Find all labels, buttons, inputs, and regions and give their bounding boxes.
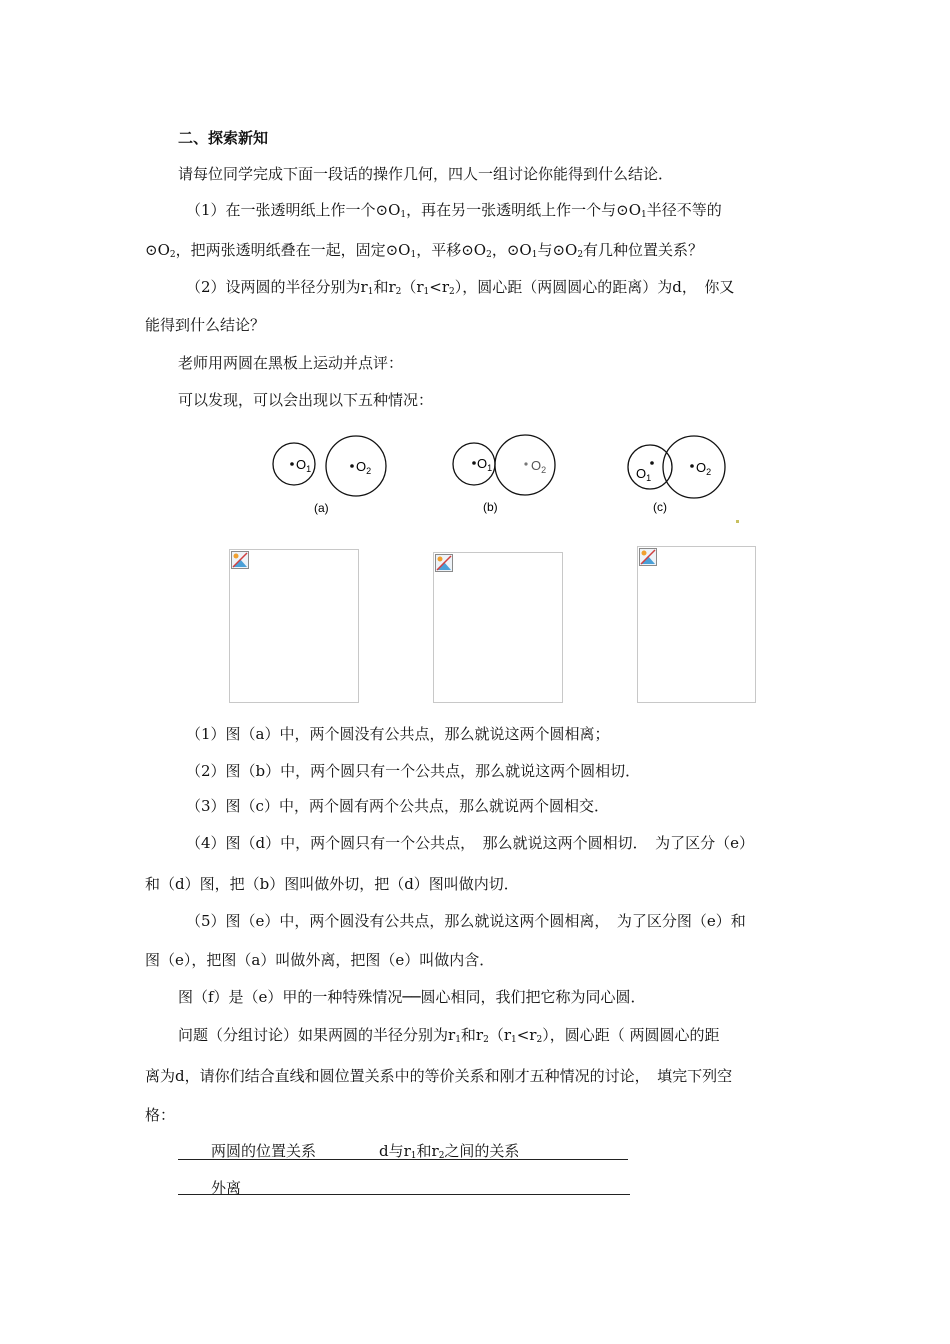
- conclusion-2: （2）图（b）中，两个圆只有一个公共点，那么就说这两个圆相切．: [186, 762, 641, 780]
- figure-b-caption: (b): [483, 500, 498, 514]
- figure-c-center2: [690, 464, 694, 468]
- figure-b-label2: $O_2$: [531, 458, 547, 475]
- figure-c-label2: $O_2$: [696, 460, 712, 477]
- figure-c-label1: $O_1$: [636, 466, 652, 483]
- conclusion-6: 图（f）是（e）甲的一种特殊情况──圆心相同，我们把它称为同心圆．: [178, 988, 646, 1006]
- figure-a-drawing: [268, 432, 393, 522]
- section-title: 二、探索新知: [178, 129, 269, 147]
- figure-c-drawing: [622, 430, 732, 522]
- conclusion-5-line2: 图（e），把图（a）叫做外离，把图（e）叫做内含．: [145, 951, 495, 969]
- paragraph-step1-line2: $⊙O_2$，把两张透明纸叠在一起，固定$⊙O_1$，平移$⊙O_2$，$⊙O_1$与$⊙O_2$有几种位置关系？: [145, 241, 704, 260]
- table-row-rule: [178, 1194, 630, 1195]
- broken-image-icon: [435, 554, 453, 572]
- figure-b: [445, 430, 575, 522]
- paragraph-instructions: 请每位同学完成下面一段话的操作几何，四人一组讨论你能得到什么结论．: [178, 165, 674, 183]
- question-line3: 格：: [145, 1106, 176, 1124]
- question-line1: 问题（分组讨论）如果两圆的半径分别为$r_1$和$r_2(r_1<r_2)$，圆心距（ 两圆圆心的距: [178, 1026, 720, 1045]
- paragraph-discovery: 可以发现，可以会出现以下五种情况：: [178, 391, 434, 409]
- conclusion-1: （1）图（a）中，两个圆没有公共点，那么就说这两个圆相离；: [186, 725, 610, 743]
- conclusion-4-line1: （4）图（d）中，两个圆只有一个公共点， 那么就说这两个圆相切． 为了区分（e）: [186, 834, 755, 852]
- figure-b-drawing: [445, 430, 575, 522]
- figure-a-caption: (a): [314, 501, 329, 515]
- figure-a-label2: $O_2$: [356, 459, 372, 476]
- conclusion-4-line2: 和（d）图，把（b）图叫做外切，把（d）图叫做内切．: [145, 875, 519, 893]
- image-placeholder-d: [229, 549, 359, 703]
- stray-mark: [736, 520, 739, 523]
- figure-b-center2: [524, 462, 527, 465]
- figure-c-caption: (c): [653, 500, 667, 514]
- conclusion-5-line1: （5）图（e）中，两个圆没有公共点，那么就说这两个圆相离， 为了区分图（e）和: [186, 912, 746, 930]
- paragraph-teacher: 老师用两圆在黑板上运动并点评：: [178, 354, 404, 372]
- table-header-distance-relation: d与$r_1$和$r_2$之间的关系: [379, 1142, 520, 1161]
- table-row-separated-label: 外离: [211, 1179, 242, 1197]
- table-header-position-relation: 两圆的位置关系: [211, 1142, 317, 1160]
- figure-c-center1: [650, 461, 654, 465]
- paragraph-step2-line2: 能得到什么结论？: [145, 316, 266, 334]
- paragraph-step2-line1: （2）设两圆的半径分别为$r_1$和$r_2(r_1<r_2)$，圆心距（两圆圆心的距离）为d， 你又: [186, 278, 735, 297]
- figure-c: [622, 430, 732, 522]
- figure-b-label1: $O_1$: [477, 456, 493, 473]
- broken-image-icon: [639, 548, 657, 566]
- figure-a: [268, 432, 393, 522]
- paragraph-step1-line1: （1）在一张透明纸上作一个$⊙O_1$，再在另一张透明纸上作一个与$⊙O_1$半径不等的: [186, 201, 722, 220]
- conclusion-3: （3）图（c）中，两个圆有两个公共点，那么就说两个圆相交．: [186, 797, 609, 815]
- table-header-rule: [178, 1159, 628, 1160]
- figure-a-center2: [350, 464, 354, 468]
- image-placeholder-e: [433, 552, 563, 703]
- figure-b-center1: [472, 461, 476, 465]
- broken-image-icon: [231, 551, 249, 569]
- image-placeholder-f: [637, 546, 756, 703]
- question-line2: 离为d，请你们结合直线和圆位置关系中的等价关系和刚才五种情况的讨论， 填完下列空: [145, 1067, 733, 1085]
- figure-a-label1: $O_1$: [296, 457, 312, 474]
- figure-a-center1: [290, 462, 294, 466]
